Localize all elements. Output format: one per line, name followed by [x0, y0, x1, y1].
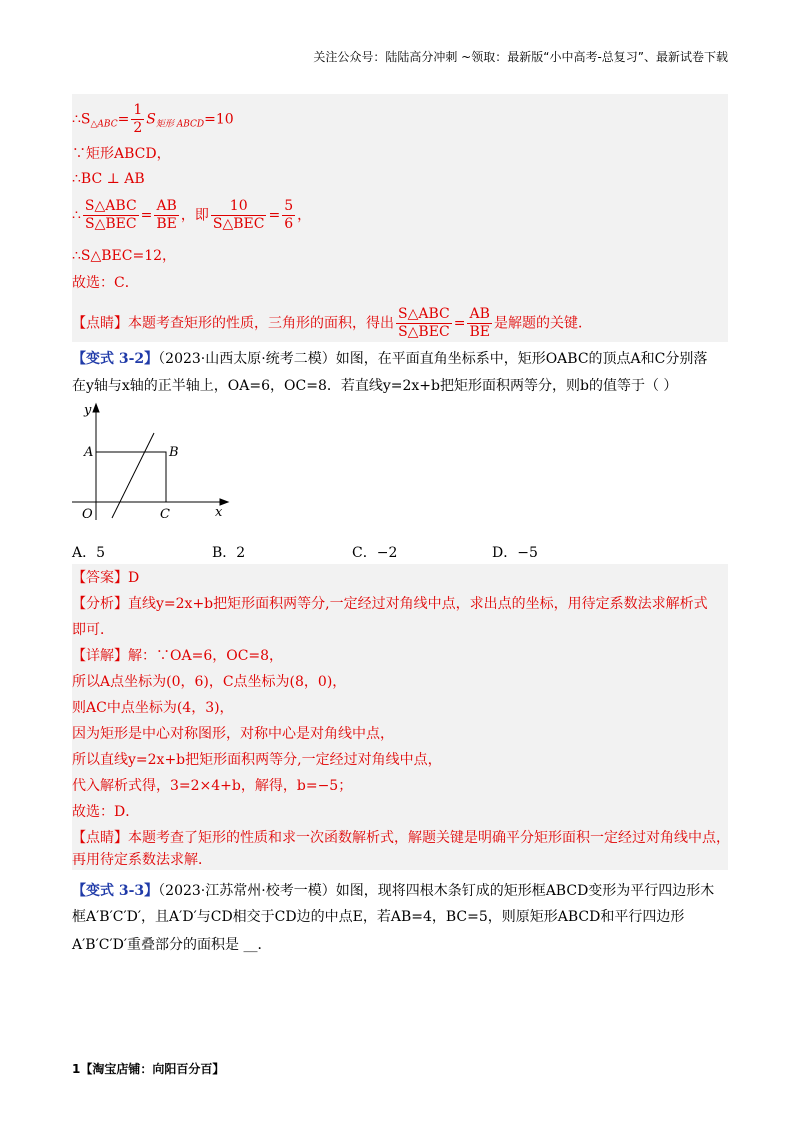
detail-line3: 则AC中点坐标为(4，3)，	[72, 700, 234, 716]
label-a: A	[84, 445, 94, 460]
label-y: y	[84, 403, 92, 418]
y-axis-arrow	[93, 404, 99, 412]
question-3-3-tag: 【变式 3-3】	[72, 883, 159, 899]
question-3-2-tag: 【变式 3-2】	[72, 351, 159, 367]
rectangle-oabc	[96, 452, 166, 502]
label-o: O	[82, 507, 93, 522]
comment-2-line2: 再用待定系数法求解．	[72, 852, 212, 868]
coordinate-figure	[70, 400, 240, 530]
choice-b[interactable]: B．2	[212, 545, 246, 561]
step-choice-c: 故选：C．	[72, 275, 139, 291]
comment-1: 【点睛】本题考查矩形的性质，三角形的面积，得出 $\frac{\text{S△ABC}}{\text{S△BEC}}$ = $\frac{AB}{BE}$ 是解题的关键．	[72, 306, 592, 340]
analysis-line1: 【分析】直线y=2x+b把矩形面积两等分,一定经过对角线中点，求出点的坐标，用待定系数法求解析式	[72, 596, 708, 612]
choice-c[interactable]: C．−2	[352, 545, 398, 561]
step-area-result: ∴S△BEC=12，	[72, 248, 177, 264]
page-footer: 1【淘宝店铺：向阳百分百】	[72, 1062, 225, 1076]
choice-a[interactable]: A．5	[72, 545, 106, 561]
label-c: C	[160, 507, 170, 522]
step-area-relation: $\therefore S_{\triangle ABC}=$ $\frac{1}{2}$ $S_{矩形 ABCD}=10$	[72, 102, 234, 136]
detail-line1: 【详解】解：∵OA=6，OC=8，	[72, 648, 284, 664]
step-rectangle: ∵矩形ABCD，	[72, 146, 171, 162]
question-3-2-line2: 在y轴与x轴的正半轴上，OA=6，OC=8．若直线y=2x+b把矩形面积两等分，则b的值等于（ ）	[72, 378, 678, 394]
question-3-3-line2: 框A′B′C′D′，且A′D′与CD相交于CD边的中点E，若AB=4，BC=5，则原矩形ABCD和平行四边形	[72, 909, 685, 925]
comment-2-line1: 【点睛】本题考查了矩形的性质和求一次函数解析式，解题关键是明确平分矩形面积一定经过对角线中点，	[72, 830, 730, 846]
step-ratio: ∴ $\frac{\text{S△ABC}}{\text{S△BEC}}$ = $\frac{AB}{BE}$ ，即 $\frac{10}{\text{S△BEC}}$ = $\frac{5}{6}$ ，	[72, 198, 312, 232]
detail-line7: 故选：D．	[72, 804, 140, 820]
answer-label: 【答案】D	[72, 570, 140, 586]
choice-d[interactable]: D．−5	[492, 545, 538, 561]
question-3-3-line1: 【变式 3-3】（2023·江苏常州·校考一模）如图，现将四根木条钉成的矩形框ABCD变形为平行四边形木	[72, 883, 715, 899]
label-b: B	[169, 445, 179, 460]
detail-line6: 代入解析式得，3=2×4+b，解得，b=−5；	[72, 778, 353, 794]
question-3-3-line3: A′B′C′D′重叠部分的面积是 __．	[72, 937, 272, 953]
page-header: 关注公众号：陆陆高分冲刺 ~领取：最新版“小中高考-总复习”、最新试卷下载	[313, 50, 728, 64]
label-x: x	[215, 505, 223, 520]
detail-line4: 因为矩形是中心对称图形，对称中心是对角线中点，	[72, 726, 394, 742]
detail-line2: 所以A点坐标为(0，6)，C点坐标为(8，0)，	[72, 674, 347, 690]
question-3-2-line1: 【变式 3-2】（2023·山西太原·统考二模）如图，在平面直角坐标系中，矩形OABC的顶点A和C分别落	[72, 351, 708, 367]
line-y-2x-b	[112, 433, 154, 518]
analysis-line2: 即可．	[72, 622, 114, 638]
detail-line5: 所以直线y=2x+b把矩形面积两等分,一定经过对角线中点，	[72, 752, 442, 768]
step-perpendicular: ∴BC ⊥ AB	[72, 171, 145, 187]
